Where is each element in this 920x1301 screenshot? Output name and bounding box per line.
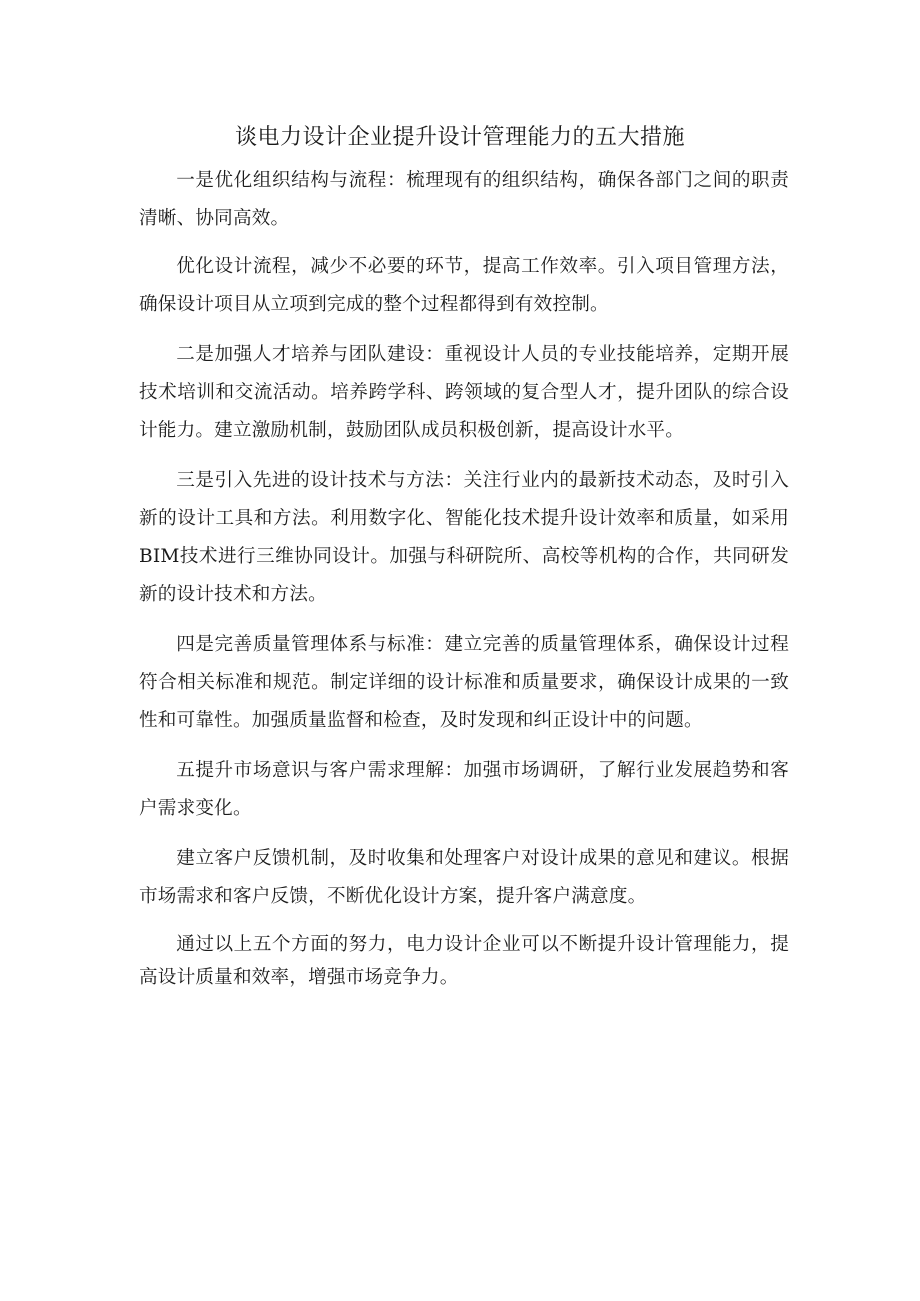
paragraph-5: 四是完善质量管理体系与标准：建立完善的质量管理体系，确保设计过程符合相关标准和规范。制定详细的设计标准和质量要求，确保设计成果的一致性和可靠性。加强质量监督和检查，及时发现和纠正设计中的问题。 bbox=[139, 634, 789, 731]
paragraph-2: 优化设计流程，减少不必要的环节，提高工作效率。引入项目管理方法，确保设计项目从立项到完成的整个过程都得到有效控制。 bbox=[139, 256, 789, 315]
paragraph-4: 三是引入先进的设计技术与方法：关注行业内的最新技术动态，及时引入新的设计工具和方法。利用数字化、智能化技术提升设计效率和质量，如采用BIM技术进行三维协同设计。加强与科研院所、高校等机构的合作，共同研发新的设计技术和方法。 bbox=[139, 470, 789, 605]
paragraph-7: 建立客户反馈机制，及时收集和处理客户对设计成果的意见和建议。根据市场需求和客户反馈，不断优化设计方案，提升客户满意度。 bbox=[139, 848, 789, 907]
paragraph-3: 二是加强人才培养与团队建设：重视设计人员的专业技能培养，定期开展技术培训和交流活动。培养跨学科、跨领域的复合型人才，提升团队的综合设计能力。建立激励机制，鼓励团队成员积极创新，提高设计水平。 bbox=[139, 344, 789, 441]
document-body bbox=[139, 162, 789, 1006]
paragraph-6: 五提升市场意识与客户需求理解：加强市场调研，了解行业发展趋势和客户需求变化。 bbox=[139, 760, 789, 819]
paragraph-1: 一是优化组织结构与流程：梳理现有的组织结构，确保各部门之间的职责清晰、协同高效。 bbox=[139, 170, 789, 229]
paragraph-8: 通过以上五个方面的努力，电力设计企业可以不断提升设计管理能力，提高设计质量和效率，增强市场竞争力。 bbox=[139, 934, 789, 988]
document-title: 谈电力设计企业提升设计管理能力的五大措施 bbox=[234, 125, 685, 150]
